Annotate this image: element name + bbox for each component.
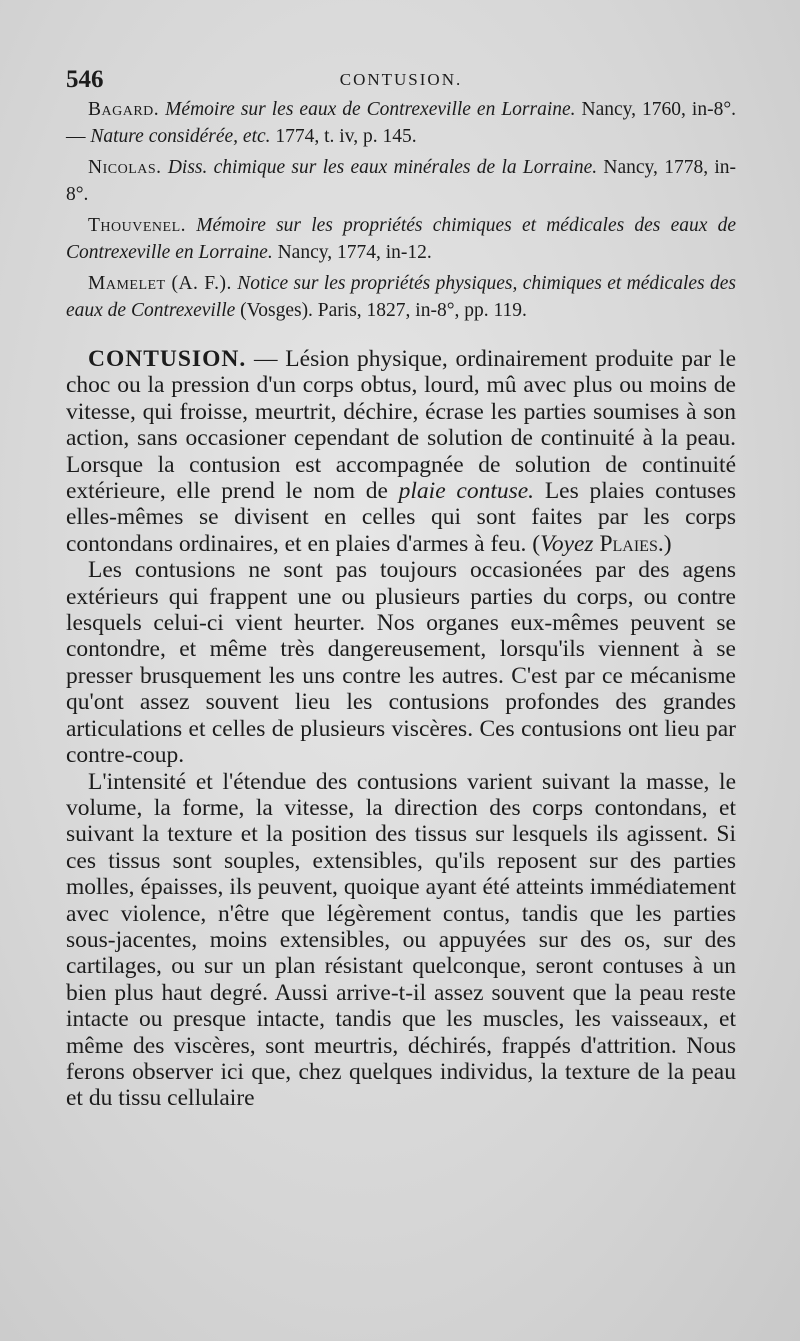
article-paragraph: L'intensité et l'étendue des contusions varient suivant la masse, le volume, la forme, la vitesse, la direction des corps contondans, et suivant la texture et la position des tissus sur lesquels ils agissent. Si ces tissus sont souples, extensibles, qu'ils reposent sur des parties molles, épaisses, ils peuvent, quoique ayant été atteints immédiatement avec violence, n'être que légèrement contus, tandis que les parties sous-jacentes, moins extensibles, ou appuyées sur des os, sur des cartilages, ou sur un plan résistant quelconque, seront contuses à un bien plus haut degré. Aussi arrive-t-il assez souvent que la peau reste intacte ou presque intacte, tandis que les muscles, les vaisseaux, et même des viscères, sont meurtris, déchirés, frappés d'attrition. Nous ferons observer ici que, chez quelques individus, la texture de la peau et du tissu cellulaire [66, 768, 736, 1112]
bib-details: 1774, t. iv, p. 145. [270, 126, 417, 147]
page-header [66, 66, 736, 94]
article-body [66, 346, 736, 1112]
bibliography-entry [66, 212, 736, 266]
paragraph-text: Les plaies contuses elles-mêmes se divisent en celles qui sont faites par les corps contondans ordinaires, et en plaies d'armes à feu. ( [66, 478, 736, 557]
running-title: CONTUSION. [339, 70, 463, 89]
bib-title: Notice sur les propriétés physiques, chimiques et médicales des eaux de Contrexeville [66, 273, 736, 321]
bib-title: Mémoire sur les eaux de Contrexeville en Lorraine. [165, 99, 576, 120]
article-headword: CONTUSION. [88, 346, 247, 372]
bib-author: Thouvenel. [88, 215, 186, 236]
bibliography-entry [66, 154, 736, 208]
cross-reference-voyez: Voyez [540, 530, 594, 557]
bib-details: Nancy, 1774, in-12. [272, 242, 432, 263]
cross-reference-target: Plaies. [593, 530, 664, 557]
bib-author: Mamelet (A. F.). [88, 273, 232, 294]
paragraph-text: — Lésion physique, ordinairement produite par le choc ou la pression d'un corps obtus, lourd, mû avec plus ou moins de vitesse, qui froisse, meurtrit, déchire, écrase les parties soumises à son action, sans occasioner cependant de solution de continuité à la peau. Lorsque la contusion est accompagnée de solution de continuité extérieure, elle prend le nom de [66, 346, 736, 505]
bib-title: Diss. chimique sur les eaux minérales de la Lorraine. [167, 157, 598, 178]
bib-details: Nancy, 1778, in-8°. [66, 157, 736, 205]
bib-author: Bagard. [88, 99, 160, 120]
bib-details: Nancy, 1760, in-8°. — [66, 99, 736, 147]
bib-details: (Vosges). Paris, 1827, in-8°, pp. 119. [235, 300, 527, 321]
emphasis-term: plaie contuse. [398, 478, 535, 505]
article-paragraph [66, 346, 736, 557]
bibliography [66, 96, 736, 328]
bibliography-entry [66, 270, 736, 324]
page-number: 546 [66, 66, 104, 93]
bib-title: Nature considérée, etc. [90, 126, 271, 147]
article-paragraph: Les contusions ne sont pas toujours occasionées par des agens extérieurs qui frappent une ou plusieurs parties du corps, ou contre lesquels celui-ci vient heurter. Nos organes eux-mêmes peuvent se contondre, et même très dangereusement, lorsqu'ils viennent à se presser brusquement les uns contre les autres. C'est par ce mécanisme qu'ont assez souvent lieu les contusions profondes des grandes articulations et celles de plusieurs viscères. Ces contusions ont lieu par contre-coup. [66, 557, 736, 769]
bib-title: Mémoire sur les propriétés chimiques et médicales des eaux de Contrexeville en Lorraine. [66, 215, 737, 263]
bibliography-entry [66, 96, 736, 150]
bib-author: Nicolas. [88, 157, 162, 178]
paragraph-text: ) [663, 530, 672, 557]
